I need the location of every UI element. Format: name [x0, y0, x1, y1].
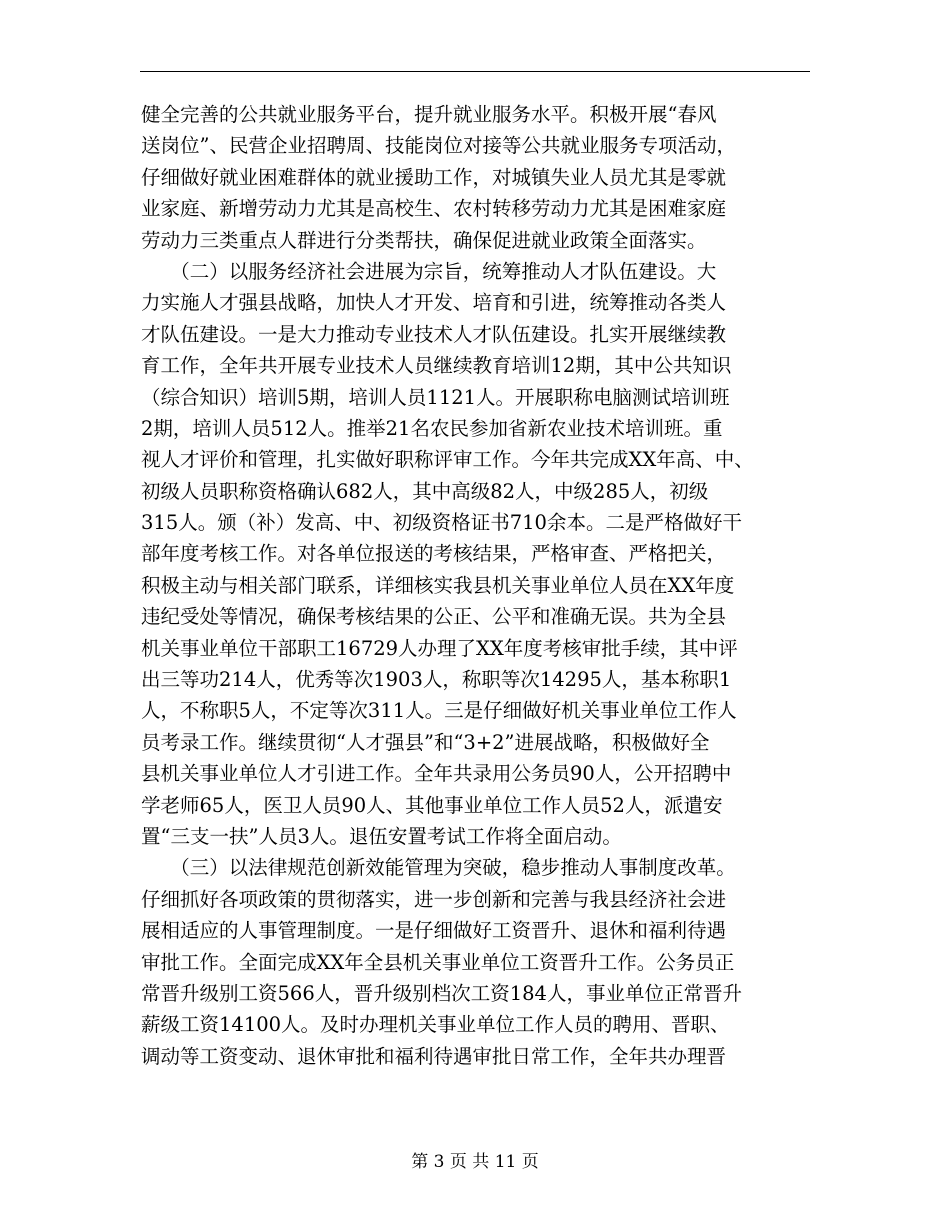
text-line: 机关事业单位干部职工16729人办理了XX年度考核审批手续，其中评: [141, 636, 738, 660]
text-line: 初级人员职称资格确认682人，其中高级82人，中级285人，初级: [141, 479, 709, 503]
paragraph-2-start: （二）以服务经济社会进展为宗旨，统筹推动人才队伍建设。大: [141, 259, 717, 283]
text-line: 置“三支一扶”人员3人。退伍安置考试工作将全面启动。: [141, 824, 622, 848]
text-line: 员考录工作。继续贯彻“人才强县”和“3+2”进展战略，积极做好全: [141, 730, 710, 754]
text-line: 违纪受处等情况，确保考核结果的公正、公平和准确无误。共为全县: [141, 605, 727, 629]
text-line: 学老师65人，医卫人员90人、其他事业单位工作人员52人，派遣安: [141, 793, 723, 817]
text-line: 展相适应的人事管理制度。一是仔细做好工资晋升、退休和福利待遇: [141, 919, 727, 943]
text-line: 人，不称职5人，不定等次311人。三是仔细做好机关事业单位工作人: [141, 699, 737, 723]
text-line: 送岗位”、民营企业招聘周、技能岗位对接等公共就业服务专项活动，: [141, 134, 736, 158]
text-line: 审批工作。全面完成XX年全县机关事业单位工资晋升工作。公务员正: [141, 950, 735, 974]
text-line: 部年度考核工作。对各单位报送的考核结果，严格审查、严格把关，: [141, 542, 727, 566]
text-line: 才队伍建设。一是大力推动专业技术人才队伍建设。扎实开展继续教: [141, 322, 727, 346]
text-line: 积极主动与相关部门联系，详细核实我县机关事业单位人员在XX年度: [141, 573, 735, 597]
paragraph-3-start: （三）以法律规范创新效能管理为突破，稳步推动人事制度改革。: [141, 856, 736, 880]
text-line: 仔细做好就业困难群体的就业援助工作，对城镇失业人员尤其是零就: [141, 165, 727, 189]
text-line: 2期，培训人员512人。推举21名农民参加省新农业技术培训班。重: [141, 416, 723, 440]
text-line: 健全完善的公共就业服务平台，提升就业服务水平。积极开展“春风: [141, 103, 717, 126]
text-line: （综合知识）培训5期，培训人员1121人。开展职称电脑测试培训班: [141, 385, 730, 409]
page-number: 第 3 页 共 11 页: [411, 1152, 539, 1172]
text-line: 县机关事业单位人才引进工作。全年共录用公务员90人，公开招聘中: [141, 762, 732, 786]
text-line: 育工作，全年共开展专业技术人员继续教育培训12期，其中公共知识: [141, 354, 732, 378]
text-line: 调动等工资变动、退休审批和福利待遇审批日常工作，全年共办理晋: [141, 1044, 727, 1068]
text-line: 力实施人才强县战略，加快人才开发、培育和引进，统筹推动各类人: [141, 291, 727, 315]
text-line: 薪级工资14100人。及时办理机关事业单位工作人员的聘用、晋职、: [141, 1013, 730, 1037]
document-body: [141, 99, 813, 1072]
text-line: 视人才评价和管理，扎实做好职称评审工作。今年共完成XX年高、中、: [141, 448, 754, 472]
text-line: 劳动力三类重点人群进行分类帮扶，确保促进就业政策全面落实。: [141, 228, 707, 252]
header-rule: [140, 71, 810, 72]
text-line: 315人。颁（补）发高、中、初级资格证书710余本。二是严格做好干: [141, 511, 742, 535]
text-line: 业家庭、新增劳动力尤其是高校生、农村转移劳动力尤其是困难家庭: [141, 197, 727, 221]
text-line: 仔细抓好各项政策的贯彻落实，进一步创新和完善与我县经济社会进: [141, 887, 727, 911]
text-line: 出三等功214人，优秀等次1903人，称职等次14295人，基本称职1: [141, 668, 732, 692]
text-line: 常晋升级别工资566人，晋升级别档次工资184人，事业单位正常晋升: [141, 981, 742, 1005]
